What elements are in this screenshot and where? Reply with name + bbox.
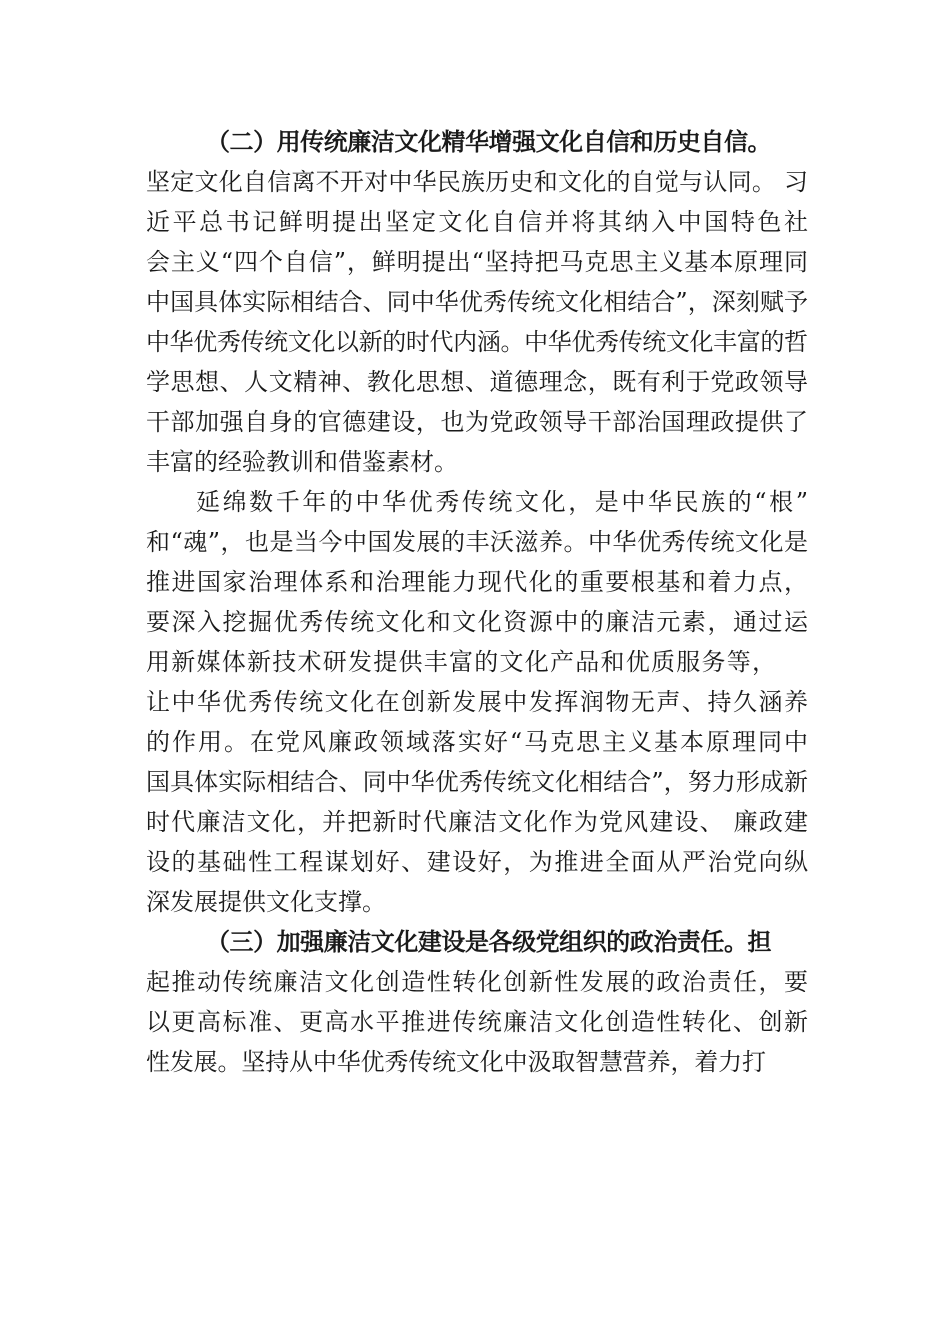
paragraph-line: 的作用。在党风廉政领域落实好“马克思主义基本原理同中	[146, 728, 810, 756]
paragraph-line: 会主义“四个自信”，鲜明提出“坚持把马克思主义基本原理同	[146, 248, 809, 276]
paragraph-line: 中国具体实际相结合、同中华优秀传统文化相结合”，深刻赋予	[146, 288, 809, 316]
paragraph-line: 和“魂”，也是当今中国发展的丰沃滋养。中华优秀传统文化是	[146, 528, 809, 556]
paragraph-line: 让中华优秀传统文化在创新发展中发挥润物无声、持久涵养	[146, 688, 810, 716]
paragraph-line: 要深入挖掘优秀传统文化和文化资源中的廉洁元素，通过运	[146, 608, 810, 636]
paragraph-line: 性发展。坚持从中华优秀传统文化中汲取智慧营养，着力打	[146, 1048, 766, 1076]
paragraph-line: 近平总书记鲜明提出坚定文化自信并将其纳入中国特色社	[146, 208, 811, 236]
paragraph-line: 国具体实际相结合、同中华优秀传统文化相结合”，努力形成新	[146, 768, 809, 796]
paragraph-line: 用新媒体新技术研发提供丰富的文化产品和优质服务等，	[146, 648, 778, 676]
paragraph-line: 干部加强自身的官德建设，也为党政领导干部治国理政提供了	[146, 408, 809, 436]
paragraph-line: 设的基础性工程谋划好、建设好，为推进全面从严治党向纵	[146, 848, 810, 876]
paragraph-line: 起推动传统廉洁文化创造性转化创新性发展的政治责任，要	[146, 968, 810, 996]
paragraph-line: 学思想、人文精神、教化思想、道德理念，既有利于党政领导	[146, 368, 809, 396]
section-heading-2: （二）用传统廉洁文化精华增强文化自信和历史自信。	[206, 128, 772, 156]
paragraph-line: 深发展提供文化支撑。	[146, 888, 386, 916]
paragraph-line: 时代廉洁文化，并把新时代廉洁文化作为党风建设、 廉政建	[146, 808, 810, 836]
paragraph-line: 以更高标准、更高水平推进传统廉洁文化创造性转化、创新	[146, 1008, 810, 1036]
paragraph-line: 延绵数千年的中华优秀传统文化，是中华民族的“根”	[196, 488, 811, 516]
section-heading-3: （三）加强廉洁文化建设是各级党组织的政治责任。担	[206, 928, 772, 956]
paragraph-line: 中华优秀传统文化以新的时代内涵。中华优秀传统文化丰富的哲	[146, 328, 808, 356]
paragraph-line: 坚定文化自信离不开对中华民族历史和文化的自觉与认同。 习	[146, 168, 809, 196]
paragraph-line: 丰富的经验教训和借鉴素材。	[146, 448, 458, 476]
paragraph-line: 推进国家治理体系和治理能力现代化的重要根基和着力点，	[146, 568, 810, 596]
